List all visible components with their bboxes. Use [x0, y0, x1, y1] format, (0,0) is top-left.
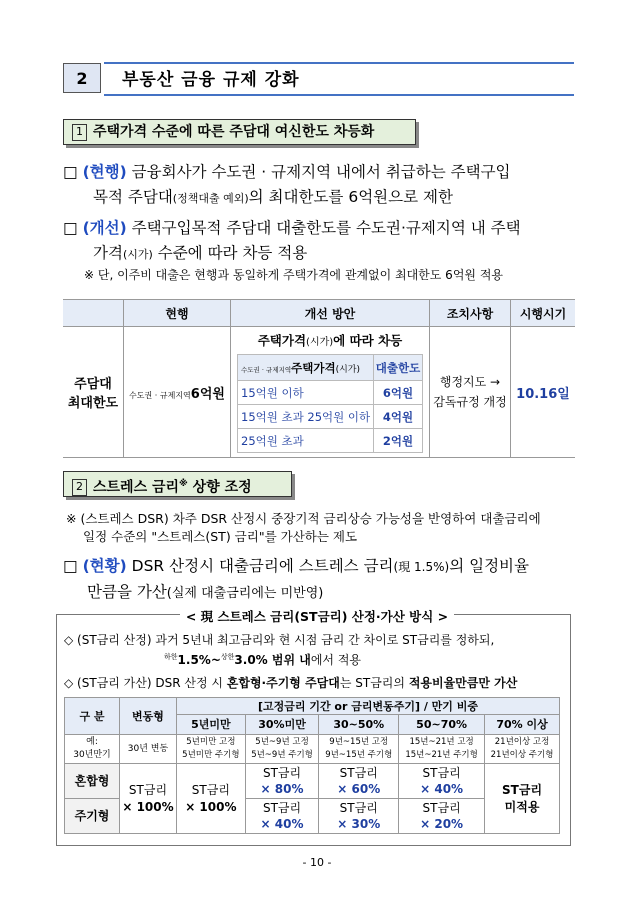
ex-val-3: 9년~15년 고정 9년~15년 주기형	[319, 735, 399, 764]
date-cell: 10.16일	[511, 327, 576, 458]
improve-tag: (개선)	[82, 219, 127, 237]
var-val: × 100%	[122, 799, 174, 814]
note-1: ※ 단, 이주비 대출은 현행과 동일하게 주택가격에 관계없이 최대한도 6억원 적용	[84, 268, 504, 282]
checkbox-icon: □	[63, 163, 78, 181]
sup-upper: 상한	[220, 653, 235, 661]
improve-text-2b: (시가)	[122, 248, 153, 261]
cyc-3-val: × 20%	[420, 817, 464, 831]
current-text-1: 금융회사가 수도권 · 규제지역 내에서 취급하는 주택구입	[131, 163, 511, 181]
current2-text-1c: 의 일정비율	[449, 557, 529, 575]
th-current: 현행	[124, 300, 231, 327]
current2-tag: (현황)	[82, 557, 127, 575]
range-upper: 3.0% 범위 내	[234, 653, 311, 667]
current2-text-2b: (실제 대출금리에는 미반영)	[166, 586, 324, 601]
ex-var: 30년 변동	[120, 735, 177, 764]
subheading-title-2: 상향 조정	[187, 479, 252, 496]
current-cell	[124, 327, 231, 458]
cyc-2-val: × 30%	[337, 817, 381, 831]
col1-st: ST금리	[191, 782, 230, 797]
mix-3	[399, 764, 485, 799]
col1-cell	[177, 764, 246, 834]
subheading-title: 스트레스 금리	[93, 479, 180, 496]
th-col-2: 30%미만	[245, 715, 319, 735]
subheading-number: 2	[72, 479, 87, 496]
note-2	[66, 510, 586, 546]
item2c: 는 ST금리의	[339, 676, 409, 690]
ex-label: 예: 30년만기	[65, 735, 120, 764]
section-number: 2	[63, 63, 101, 93]
inner-head-b: (시가)	[335, 364, 361, 375]
plan-inner-table	[237, 354, 423, 453]
current2-text-2: 만큼을 가산	[87, 583, 167, 601]
limit-2: 4억원	[374, 405, 423, 429]
current-text-2a: 목적 주담대	[93, 188, 173, 206]
limit-1: 6억원	[374, 381, 423, 405]
mix-3-val: × 40%	[420, 782, 464, 796]
inner-head-small: 수도권 · 규제지역	[241, 365, 292, 374]
cyc-3	[399, 799, 485, 834]
range-2: 15억원 초과 25억원 이하	[238, 405, 374, 429]
range-1: 15억원 이하	[238, 381, 374, 405]
cyc-1-st: ST금리	[262, 801, 302, 815]
mix-1-st: ST금리	[262, 766, 302, 780]
mix-3-st: ST금리	[422, 766, 461, 780]
mix-2	[319, 764, 399, 799]
last-cell: ST금리 미적용	[485, 764, 560, 834]
mix-2-st: ST금리	[339, 766, 378, 780]
plan-cell	[231, 327, 430, 458]
ex-val-2: 5년~9년 고정 5년~9년 주기형	[245, 735, 319, 764]
section-title: 부동산 금융 규제 강화	[122, 70, 300, 90]
note-2b: 일정 수준의 "스트레스(ST) 금리"를 가산하는 제도	[83, 529, 358, 544]
ex-val-1: 5년미만 고정 5년미만 주기형	[177, 735, 246, 764]
th-col-4: 50~70%	[399, 715, 485, 735]
item2b: 혼합형·주기형 주담대	[226, 676, 340, 690]
mix-2-val: × 60%	[337, 782, 381, 796]
th-col-1: 5년미만	[177, 715, 246, 735]
row-cyc-label: 주기형	[65, 799, 120, 834]
th-col-3: 30~50%	[319, 715, 399, 735]
box-items	[64, 632, 564, 692]
row-label: 주담대 최대한도	[63, 327, 124, 458]
current-text-2b: (정책대출 예외)	[172, 192, 249, 205]
plan-title-a: 주택가격	[257, 333, 307, 348]
limit-table	[63, 299, 575, 458]
limit-3: 2억원	[374, 429, 423, 453]
range-lower: 1.5%~	[177, 653, 221, 667]
improve-text-2a: 가격	[93, 244, 123, 262]
stress-table	[64, 697, 560, 834]
current-tag: (현행)	[82, 163, 127, 181]
var-cell	[120, 764, 177, 834]
plan-title-b: (시가)	[306, 337, 334, 348]
row-mix-label: 혼합형	[65, 764, 120, 799]
subheading-title: 주택가격 수준에 따른 주담대 여신한도 차등화	[93, 124, 375, 140]
plan-title	[237, 331, 423, 349]
current-text-2c: 의 최대한도를 6억원으로 제한	[248, 188, 453, 206]
range-tail: 에서 적용	[310, 653, 362, 667]
th-date: 시행시기	[511, 300, 576, 327]
subheading-number: 1	[72, 124, 87, 141]
item2d: 적용비율만큼만 가산	[408, 676, 518, 690]
current2-text-1: DSR 산정시 대출금리에 스트레스 금리	[131, 557, 394, 575]
current2-text-1b: (現 1.5%)	[393, 560, 450, 574]
plan-title-c: 에 따라 차등	[333, 333, 403, 348]
inner-head-a: 주택가격	[291, 360, 336, 375]
checkbox-icon: □	[63, 557, 78, 575]
sup-lower: 하한	[164, 653, 178, 661]
improve-text-2c: 수준에 따라 차등 적용	[152, 244, 308, 262]
range-3: 25억원 초과	[238, 429, 374, 453]
box-item-1b	[64, 649, 564, 669]
ex-val-4: 15년~21년 고정 15년~21년 주기형	[399, 735, 485, 764]
checkbox-icon: □	[63, 219, 78, 237]
current-small: 수도권 · 규제지역	[129, 390, 191, 400]
current-value: 6억원	[190, 386, 225, 402]
cyc-3-st: ST금리	[422, 801, 461, 815]
cyc-1-val: × 40%	[260, 817, 304, 831]
ex-val-5: 21년이상 고정 21년이상 주기형	[485, 735, 560, 764]
th-var: 변동형	[120, 698, 177, 735]
improve-paragraph	[63, 216, 583, 267]
var-st: ST금리	[128, 782, 168, 797]
th-col-5: 70% 이상	[485, 715, 560, 735]
note-2a: ※ (스트레스 DSR) 차주 DSR 산정시 중장기적 금리상승 가능성을 반영하여 대출금리에	[66, 511, 541, 526]
action-cell: 행정지도 → 감독규정 개정	[430, 327, 511, 458]
col1-val: × 100%	[185, 799, 237, 814]
mix-1	[245, 764, 319, 799]
box-title: < 現 스트레스 금리(ST금리) 산정·가산 방식 >	[180, 609, 454, 624]
current2-paragraph	[63, 554, 583, 606]
th-plan: 개선 방안	[231, 300, 430, 327]
cyc-1	[245, 799, 319, 834]
page-number: - 10 -	[302, 856, 332, 869]
mix-1-val: × 80%	[260, 782, 304, 796]
subheading-1	[63, 119, 416, 145]
item2a: ◇ (ST금리 가산) DSR 산정 시	[64, 676, 227, 690]
improve-text-1: 주택구입목적 주담대 대출한도를 수도권·규제지역 내 주택	[131, 219, 521, 237]
subheading-sup: ※	[179, 479, 188, 489]
current-paragraph	[63, 160, 583, 211]
subheading-2	[63, 471, 292, 497]
box-item-2	[64, 675, 564, 692]
cyc-2	[319, 799, 399, 834]
th-gubun: 구 분	[65, 698, 120, 735]
th-action: 조치사항	[430, 300, 511, 327]
th-span: [고정금리 기간 or 금리변동주기] / 만기 비중	[177, 698, 560, 715]
box-title-wrap	[0, 606, 634, 625]
inner-head-limit: 대출한도	[374, 355, 423, 381]
cyc-2-st: ST금리	[339, 801, 378, 815]
box-item-1a: ◇ (ST금리 산정) 과거 5년내 최고금리와 현 시점 금리 간 차이로 ST금리를 정하되,	[64, 633, 495, 647]
